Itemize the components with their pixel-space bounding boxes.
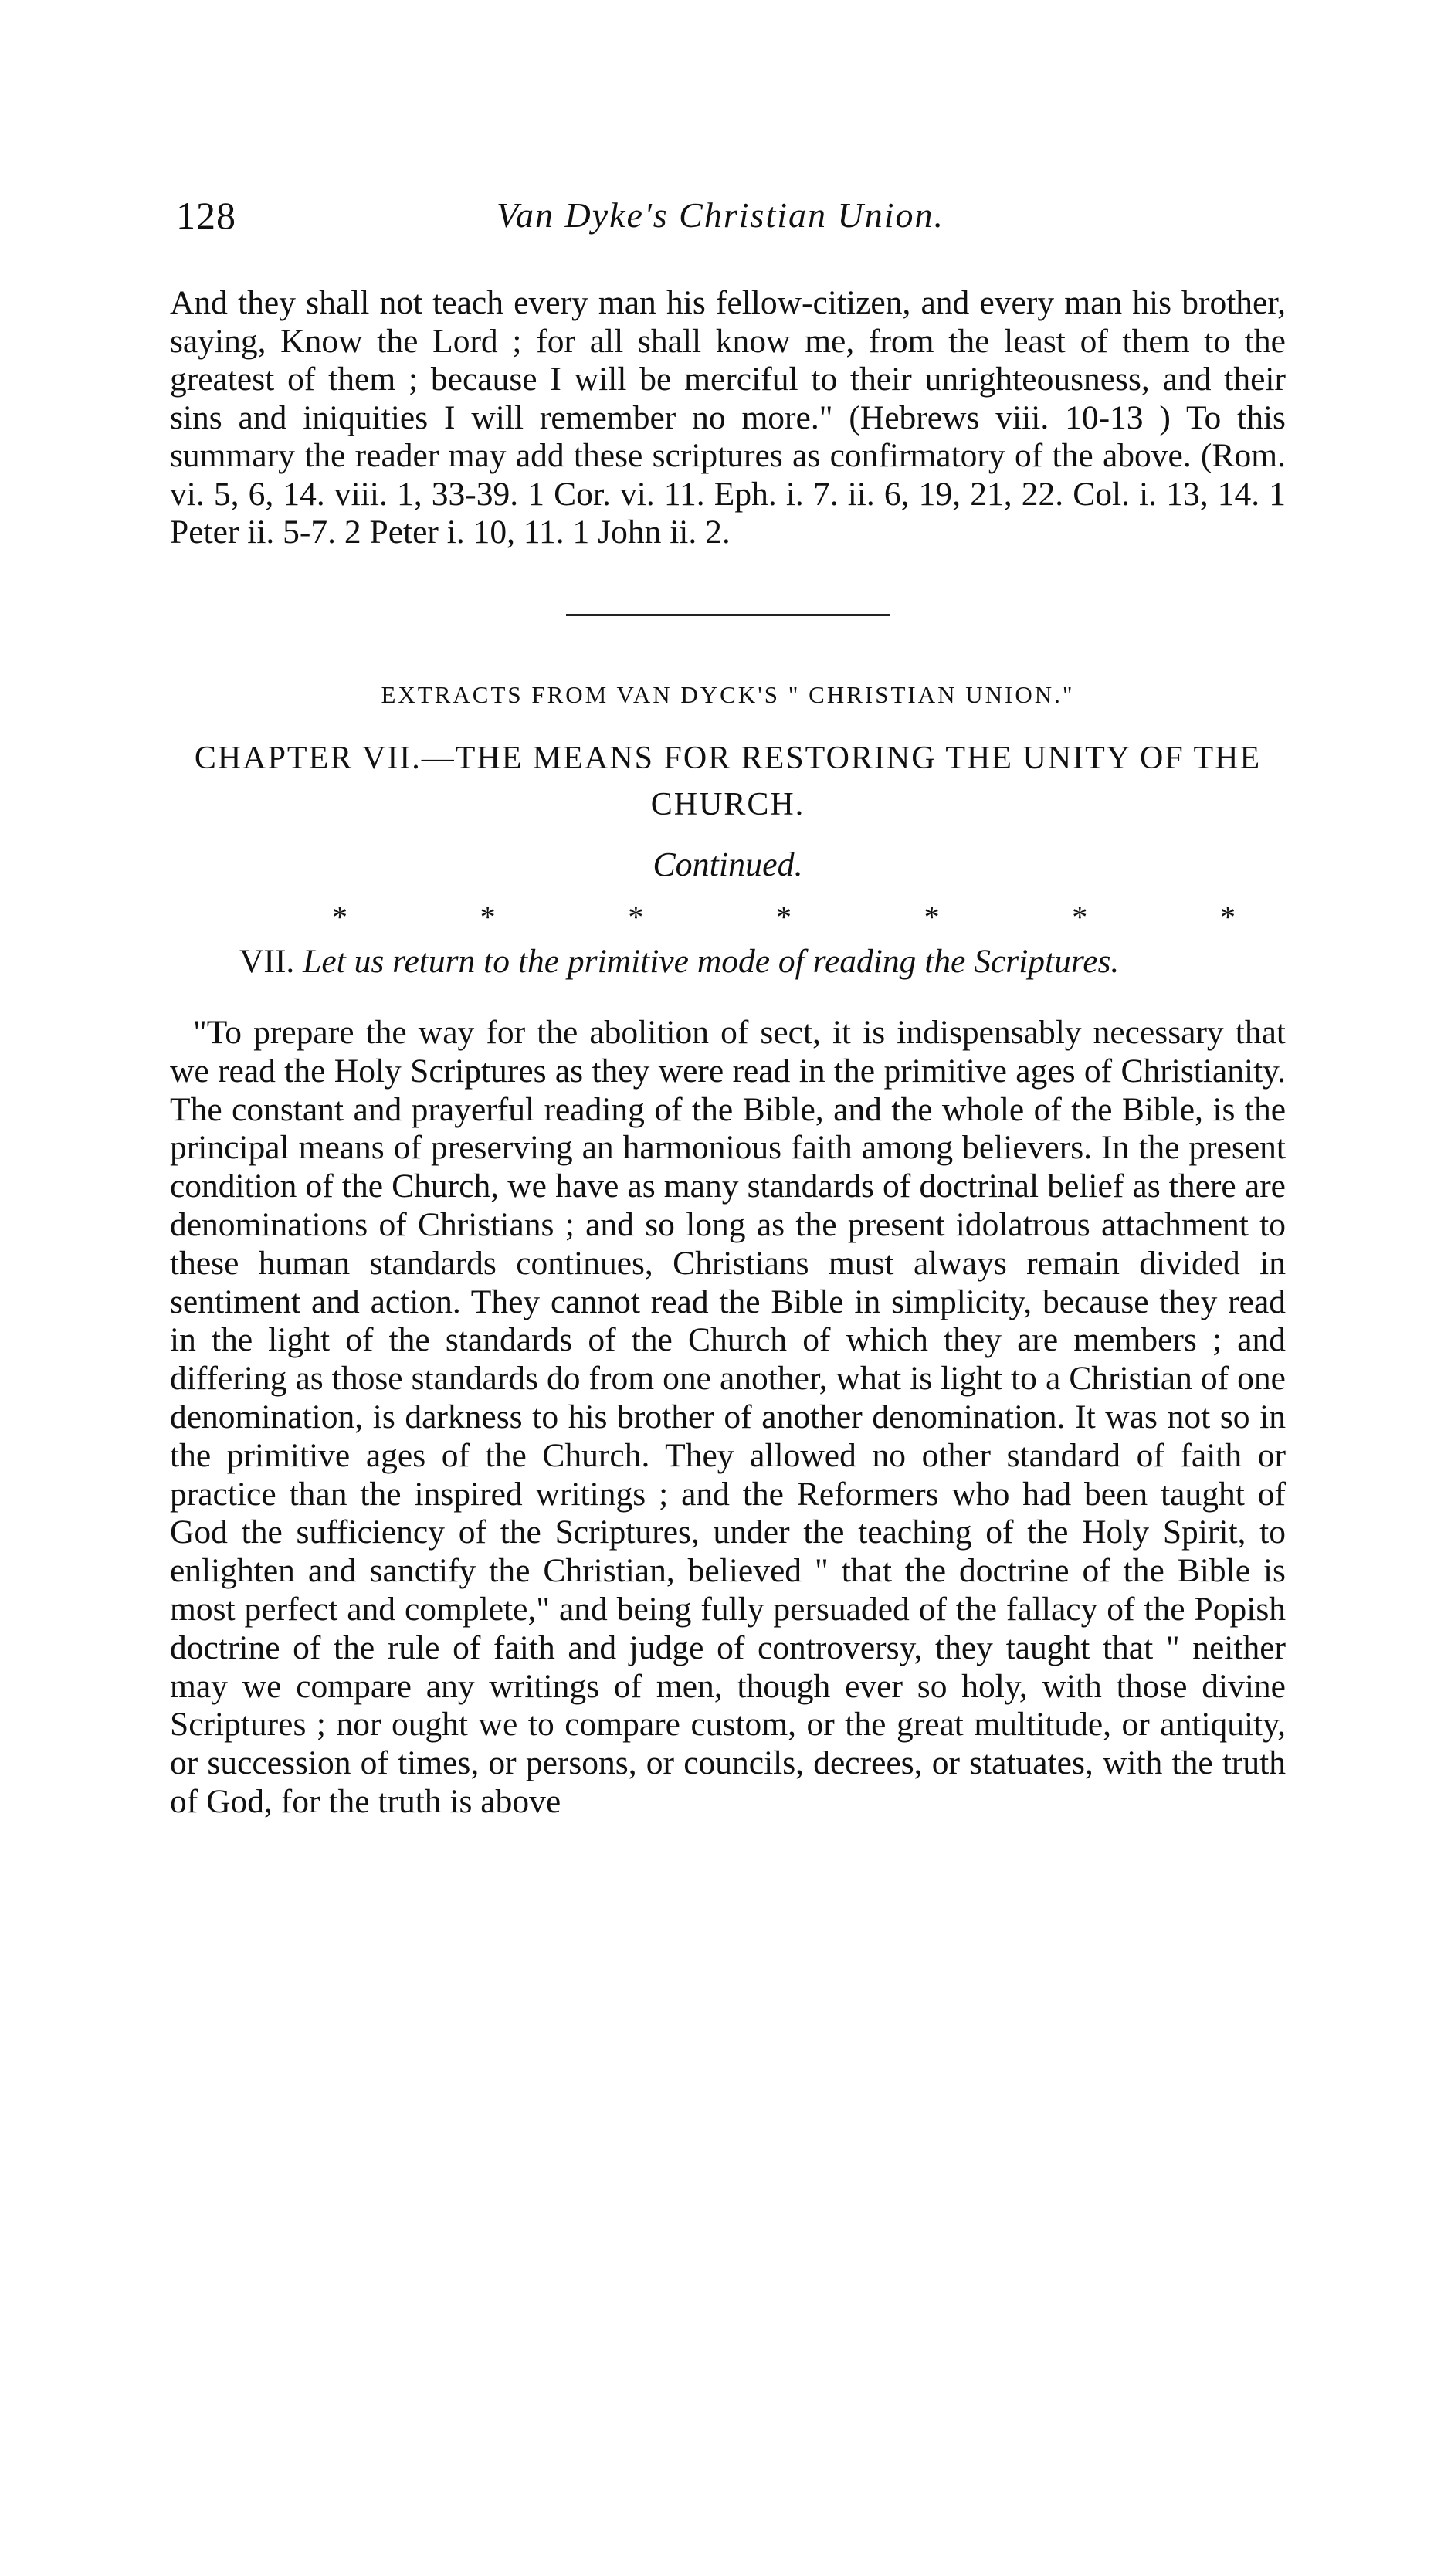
ornamental-stars (170, 899, 1286, 937)
running-title: Van Dyke's Christian Union. (496, 195, 945, 235)
extracts-heading: EXTRACTS FROM VAN DYCK'S " CHRISTIAN UNION." (381, 680, 1075, 708)
chapter-heading: CHAPTER VII.—THE MEANS FOR RESTORING THE UNITY OF THE CHURCH. (194, 740, 1262, 822)
running-head (176, 193, 1265, 255)
page-content (170, 284, 1286, 1822)
star-ornament: * (480, 899, 496, 934)
section-divider-rule (566, 614, 890, 616)
section-heading (170, 942, 1286, 981)
star-ornament: * (1072, 899, 1088, 934)
section-title: Let us return to the primitive mode of reading the Scriptures. (303, 942, 1120, 980)
star-ornament: * (1219, 899, 1236, 934)
opening-paragraph: And they shall not teach every man his fellow-citizen, and every man his brother, saying, Know the Lord ; for all shall know me, from the least of them to the greatest of them ; because I will be merciful to their unrighteousness, and their sins and iniquities I will remember no more." (Hebrews viii. 10-13 ) To this summary the reader may add these scriptures as confirmatory of the above. (Rom. vi. 5, 6, 14. viii. 1, 33-39. 1 Cor. vi. 11. Eph. i. 7. ii. 6, 19, 21, 22. Col. i. 13, 14. 1 Peter ii. 5-7. 2 Peter i. 10, 11. 1 John ii. 2. (170, 284, 1286, 551)
body-paragraph: "To prepare the way for the abolition of sect, it is indispensably necessary that we read the Holy Scriptures as they were read in the primitive ages of Christianity. The constant and prayerful reading of the Bible, and the whole of the Bible, is the principal means of preserving an harmonious faith among believers. In the present condition of the Church, we have as many standards of doctrinal belief as there are denominations of Christians ; and so long as the present idolatrous attachment to these human standards continues, Christians must always remain divided in sentiment and action. They cannot read the Bible in simplicity, because they read in the light of the standards of the Church of which they are members ; and differing as those standards do from one another, what is light to a Christian of one denomination, is darkness to his brother of another denomination. It was not so in the primitive ages of the Church. They allowed no other standard of faith or practice than the inspired writings ; and the Reformers who had been taught of God the sufficiency of the Scriptures, under the teaching of the Holy Spirit, to enlighten and sanctify the Christian, believed " that the doctrine of the Bible is most perfect and complete," and being fully persuaded of the fallacy of the Popish doctrine of the rule of faith and judge of controversy, they taught that " neither may we compare any writings of men, though ever so holy, with those divine Scriptures ; nor ought we to compare custom, or the great multitude, or antiquity, or succession of times, or persons, or councils, decrees, or statuates, with the truth of God, for the truth is above (170, 1014, 1286, 1820)
star-ornament: * (775, 899, 792, 934)
star-ornament: * (332, 899, 347, 934)
section-numeral: VII. (239, 942, 295, 980)
star-ornament: * (628, 899, 644, 934)
continued-label: Continued. (653, 845, 803, 883)
page-number: 128 (176, 194, 236, 237)
star-ornament: * (924, 899, 940, 934)
